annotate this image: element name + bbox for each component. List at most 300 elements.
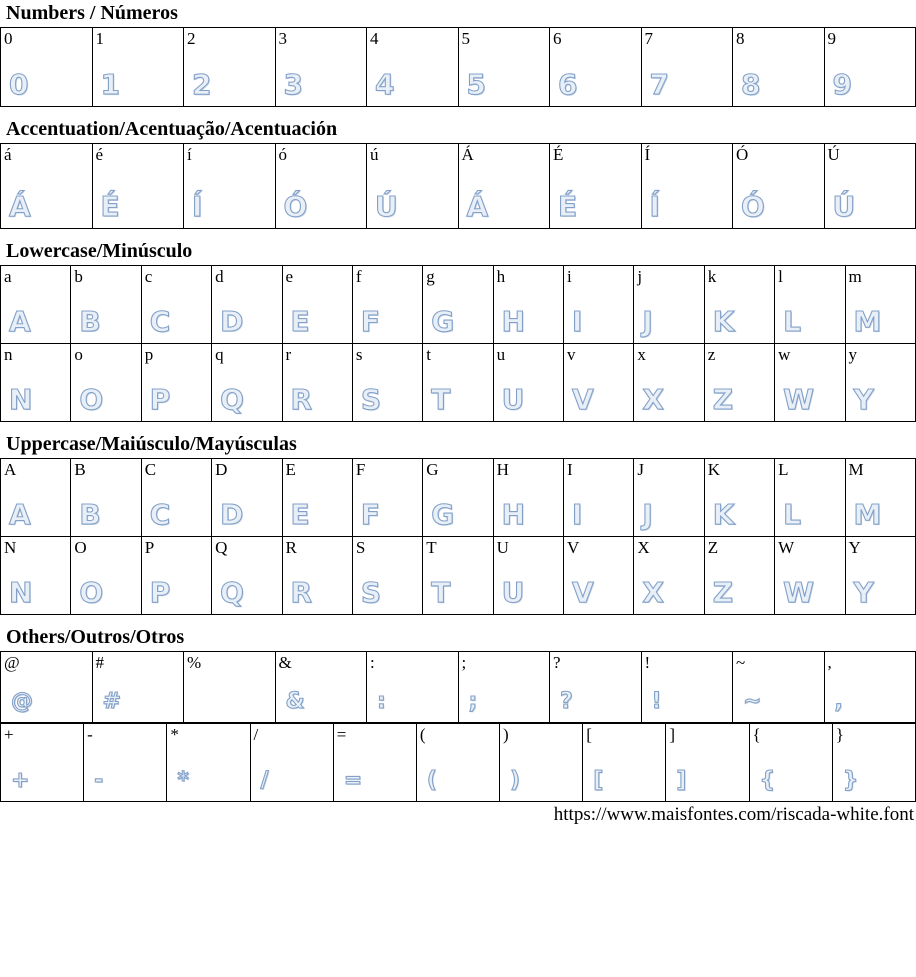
glyph-cell-inner bbox=[1, 537, 70, 614]
char-label: Y bbox=[848, 538, 861, 557]
glyph-cell bbox=[1, 344, 71, 422]
char-label: E bbox=[285, 460, 296, 479]
char-label: D bbox=[215, 460, 228, 479]
font-preview-glyph: P bbox=[149, 576, 172, 609]
font-preview-glyph: O bbox=[79, 383, 105, 416]
font-preview-glyph: Z bbox=[712, 576, 735, 609]
char-label: X bbox=[637, 538, 650, 557]
glyph-cell-inner bbox=[367, 144, 458, 228]
font-preview-glyph: T bbox=[431, 576, 452, 609]
char-label: A bbox=[4, 460, 17, 479]
char-label: I bbox=[567, 460, 573, 479]
glyph-cell-inner bbox=[634, 266, 703, 343]
char-label: ( bbox=[419, 725, 426, 744]
glyph-cell-inner bbox=[642, 144, 733, 228]
glyph-cell bbox=[282, 266, 352, 344]
char-label: 4 bbox=[370, 29, 379, 48]
char-label: h bbox=[496, 267, 506, 286]
font-preview-glyph: T bbox=[431, 383, 452, 416]
glyph-cell-inner bbox=[93, 652, 184, 722]
glyph-cell bbox=[275, 28, 367, 107]
glyph-cell-inner bbox=[1, 266, 70, 343]
glyph-cell bbox=[92, 28, 184, 107]
glyph-cell-inner bbox=[705, 344, 774, 421]
glyph-cell-inner bbox=[71, 537, 140, 614]
char-label: x bbox=[637, 345, 646, 364]
font-preview-glyph: N bbox=[9, 576, 34, 609]
font-preview-glyph: ! bbox=[651, 689, 663, 714]
font-preview-glyph: * bbox=[177, 768, 190, 793]
font-preview-glyph: I bbox=[572, 498, 584, 531]
glyph-cell-inner bbox=[367, 28, 458, 106]
glyph-cell-inner bbox=[417, 724, 499, 801]
font-preview-glyph: 8 bbox=[741, 68, 762, 101]
font-preview-glyph: Z bbox=[712, 383, 735, 416]
glyph-cell bbox=[423, 344, 493, 422]
glyph-cell-inner bbox=[283, 266, 352, 343]
glyph-table bbox=[0, 723, 916, 802]
char-label: ó bbox=[278, 145, 287, 164]
glyph-cell-inner bbox=[705, 266, 774, 343]
glyph-cell-inner bbox=[276, 144, 367, 228]
glyph-cell bbox=[141, 344, 211, 422]
glyph-cell-inner bbox=[167, 724, 249, 801]
glyph-table bbox=[0, 458, 916, 615]
glyph-cell-inner bbox=[642, 28, 733, 106]
font-preview-glyph: I bbox=[572, 305, 584, 338]
font-preview-glyph: J bbox=[642, 305, 654, 338]
glyph-cell bbox=[416, 724, 499, 802]
char-label: / bbox=[253, 725, 259, 744]
glyph-cell-inner bbox=[184, 652, 275, 722]
glyph-cell bbox=[704, 537, 774, 615]
char-label: & bbox=[278, 653, 292, 672]
glyph-cell bbox=[458, 144, 550, 229]
glyph-cell bbox=[275, 144, 367, 229]
font-preview-glyph: É bbox=[558, 190, 579, 223]
glyph-cell-inner bbox=[459, 28, 550, 106]
char-label: Ú bbox=[827, 145, 840, 164]
glyph-cell bbox=[733, 28, 825, 107]
font-preview-glyph: ) bbox=[510, 768, 522, 793]
font-preview-glyph: X bbox=[642, 383, 665, 416]
glyph-cell bbox=[212, 344, 282, 422]
font-preview-glyph: G bbox=[431, 498, 456, 531]
glyph-cell-inner bbox=[550, 28, 641, 106]
glyph-cell-inner bbox=[142, 266, 211, 343]
font-preview-glyph: D bbox=[220, 498, 245, 531]
glyph-cell-inner bbox=[634, 344, 703, 421]
font-preview-glyph: X bbox=[642, 576, 665, 609]
section-uppercase bbox=[0, 433, 916, 615]
font-preview-glyph: A bbox=[9, 305, 32, 338]
table-row bbox=[1, 537, 916, 615]
glyph-cell-inner bbox=[705, 459, 774, 536]
glyph-cell-inner bbox=[1, 28, 92, 106]
font-preview-glyph: Q bbox=[220, 576, 245, 609]
font-preview-glyph: K bbox=[712, 498, 736, 531]
char-label: o bbox=[74, 345, 83, 364]
glyph-cell bbox=[634, 537, 704, 615]
char-label: f bbox=[355, 267, 362, 286]
font-preview-glyph: Ú bbox=[375, 190, 399, 223]
glyph-cell-inner bbox=[705, 537, 774, 614]
font-preview-glyph: : bbox=[377, 689, 387, 714]
glyph-cell-inner bbox=[276, 28, 367, 106]
char-label: c bbox=[144, 267, 153, 286]
char-label: é bbox=[95, 145, 104, 164]
glyph-cell-inner bbox=[423, 344, 492, 421]
glyph-table bbox=[0, 651, 916, 723]
table-row bbox=[1, 459, 916, 537]
glyph-cell bbox=[92, 652, 184, 723]
glyph-cell-inner bbox=[833, 724, 915, 801]
glyph-cell-inner bbox=[93, 28, 184, 106]
char-label: m bbox=[848, 267, 862, 286]
glyph-cell bbox=[704, 459, 774, 537]
glyph-cell bbox=[141, 537, 211, 615]
font-preview-glyph: C bbox=[149, 305, 172, 338]
glyph-cell bbox=[641, 652, 733, 723]
char-label: Í bbox=[644, 145, 651, 164]
glyph-cell-inner bbox=[93, 144, 184, 228]
glyph-cell bbox=[167, 724, 250, 802]
font-preview-glyph: Ó bbox=[283, 190, 309, 223]
char-label: ; bbox=[461, 653, 467, 672]
glyph-cell bbox=[184, 28, 276, 107]
font-preview-glyph: ? bbox=[560, 689, 574, 714]
glyph-cell bbox=[641, 144, 733, 229]
glyph-cell bbox=[250, 724, 333, 802]
glyph-cell bbox=[423, 537, 493, 615]
glyph-cell-inner bbox=[459, 144, 550, 228]
glyph-cell bbox=[1, 459, 71, 537]
char-label: : bbox=[370, 653, 375, 672]
glyph-cell-inner bbox=[71, 459, 140, 536]
glyph-cell-inner bbox=[367, 652, 458, 722]
glyph-cell-inner bbox=[283, 459, 352, 536]
glyph-cell bbox=[845, 344, 916, 422]
char-label: 1 bbox=[95, 29, 104, 48]
char-label: # bbox=[95, 653, 104, 672]
char-label: k bbox=[707, 267, 717, 286]
glyph-cell bbox=[333, 724, 416, 802]
section-title-lowercase: Lowercase/Minúsculo bbox=[6, 240, 193, 262]
glyph-cell bbox=[1, 724, 84, 802]
glyph-cell-inner bbox=[775, 344, 844, 421]
font-preview-glyph: K bbox=[712, 305, 736, 338]
font-preview-glyph: 6 bbox=[558, 68, 579, 101]
glyph-cell bbox=[423, 266, 493, 344]
glyph-cell-inner bbox=[825, 652, 916, 722]
glyph-cell-inner bbox=[423, 537, 492, 614]
char-label: v bbox=[567, 345, 576, 364]
char-label: u bbox=[496, 345, 506, 364]
char-label: 7 bbox=[644, 29, 653, 48]
glyph-cell-inner bbox=[276, 652, 367, 722]
glyph-cell-inner bbox=[564, 266, 633, 343]
font-preview-glyph: = bbox=[343, 768, 364, 793]
char-label: N bbox=[4, 538, 17, 557]
char-label: r bbox=[285, 345, 292, 364]
char-label: 0 bbox=[4, 29, 13, 48]
glyph-cell bbox=[1, 266, 71, 344]
glyph-cell-inner bbox=[184, 28, 275, 106]
char-label: ! bbox=[644, 653, 651, 672]
glyph-cell-inner bbox=[494, 344, 563, 421]
char-label: G bbox=[426, 460, 439, 479]
font-preview-glyph: [ bbox=[593, 768, 605, 793]
glyph-cell-inner bbox=[1, 652, 92, 722]
font-preview-glyph: Í bbox=[649, 190, 661, 223]
glyph-cell-inner bbox=[775, 537, 844, 614]
char-label: t bbox=[426, 345, 431, 364]
glyph-cell bbox=[634, 459, 704, 537]
char-label: ) bbox=[503, 725, 509, 744]
glyph-cell bbox=[141, 459, 211, 537]
glyph-cell-inner bbox=[1, 724, 83, 801]
font-preview-glyph: 2 bbox=[192, 68, 213, 101]
glyph-cell bbox=[500, 724, 583, 802]
char-label: 2 bbox=[187, 29, 196, 48]
font-preview-glyph bbox=[184, 713, 275, 722]
glyph-cell bbox=[775, 266, 845, 344]
font-preview-glyph: W bbox=[783, 576, 816, 609]
glyph-cell bbox=[141, 266, 211, 344]
glyph-cell-inner bbox=[71, 266, 140, 343]
char-label: S bbox=[355, 538, 366, 557]
font-preview-glyph: B bbox=[79, 305, 102, 338]
char-label: % bbox=[187, 653, 202, 672]
glyph-cell bbox=[282, 344, 352, 422]
char-label: @ bbox=[4, 653, 20, 672]
glyph-cell-inner bbox=[212, 344, 281, 421]
glyph-cell-inner bbox=[564, 459, 633, 536]
glyph-cell bbox=[493, 344, 563, 422]
char-label: K bbox=[707, 460, 721, 479]
glyph-cell bbox=[583, 724, 666, 802]
font-preview-glyph: H bbox=[501, 305, 527, 338]
char-label: J bbox=[637, 460, 644, 479]
glyph-cell bbox=[367, 652, 459, 723]
char-label: U bbox=[496, 538, 509, 557]
font-preview-glyph: F bbox=[360, 498, 382, 531]
char-label: T bbox=[426, 538, 437, 557]
char-label: j bbox=[637, 267, 643, 286]
font-preview-glyph: 5 bbox=[466, 68, 487, 101]
glyph-cell bbox=[367, 144, 459, 229]
glyph-cell-inner bbox=[733, 28, 824, 106]
char-label: 9 bbox=[827, 29, 836, 48]
char-label: C bbox=[144, 460, 157, 479]
font-preview-glyph: B bbox=[79, 498, 102, 531]
glyph-cell bbox=[493, 266, 563, 344]
glyph-cell bbox=[704, 266, 774, 344]
font-preview-glyph: ~ bbox=[743, 689, 763, 714]
char-label: Ó bbox=[736, 145, 749, 164]
glyph-table bbox=[0, 27, 916, 107]
font-preview-glyph: 9 bbox=[832, 68, 853, 101]
char-label: g bbox=[426, 267, 435, 286]
char-label: * bbox=[170, 725, 179, 744]
glyph-cell-inner bbox=[666, 724, 748, 801]
font-preview-glyph: E bbox=[290, 498, 311, 531]
font-preview-glyph: , bbox=[834, 689, 844, 714]
glyph-cell-inner bbox=[353, 459, 422, 536]
font-preview-glyph: / bbox=[260, 768, 270, 793]
glyph-cell-inner bbox=[353, 266, 422, 343]
char-label: = bbox=[336, 725, 347, 744]
glyph-cell-inner bbox=[564, 344, 633, 421]
font-preview-glyph: V bbox=[572, 576, 595, 609]
glyph-cell bbox=[704, 344, 774, 422]
font-preview-glyph: - bbox=[94, 768, 105, 793]
char-label: É bbox=[553, 145, 564, 164]
glyph-cell-inner bbox=[494, 266, 563, 343]
section-lowercase bbox=[0, 240, 916, 422]
glyph-cell bbox=[367, 28, 459, 107]
source-url-text: https://www.maisfontes.com/riscada-white.font bbox=[553, 804, 914, 825]
table-row bbox=[1, 266, 916, 344]
glyph-cell-inner bbox=[353, 537, 422, 614]
font-preview-glyph: R bbox=[290, 383, 314, 416]
glyph-cell-inner bbox=[423, 459, 492, 536]
glyph-cell-inner bbox=[550, 652, 641, 722]
glyph-cell-inner bbox=[825, 28, 916, 106]
glyph-cell bbox=[564, 344, 634, 422]
glyph-cell-inner bbox=[550, 144, 641, 228]
glyph-cell bbox=[845, 537, 916, 615]
glyph-cell bbox=[775, 459, 845, 537]
glyph-cell-inner bbox=[634, 537, 703, 614]
font-preview-glyph: Á bbox=[466, 190, 490, 223]
glyph-cell bbox=[71, 459, 141, 537]
glyph-cell-inner bbox=[564, 537, 633, 614]
glyph-cell bbox=[641, 28, 733, 107]
font-preview-glyph: P bbox=[149, 383, 172, 416]
char-label: l bbox=[778, 267, 783, 286]
glyph-cell bbox=[184, 652, 276, 723]
char-label: P bbox=[144, 538, 155, 557]
glyph-cell-inner bbox=[775, 459, 844, 536]
font-preview-glyph: } bbox=[842, 768, 860, 793]
font-preview-glyph: E bbox=[290, 305, 311, 338]
section-title-numbers: Numbers / Números bbox=[6, 2, 178, 24]
glyph-table bbox=[0, 265, 916, 422]
glyph-cell bbox=[733, 144, 825, 229]
font-preview-glyph: O bbox=[79, 576, 105, 609]
font-preview-glyph: 7 bbox=[649, 68, 670, 101]
glyph-cell-inner bbox=[642, 652, 733, 722]
font-preview-glyph: U bbox=[501, 383, 526, 416]
font-preview-glyph: 1 bbox=[100, 68, 121, 101]
glyph-cell bbox=[1, 537, 71, 615]
glyph-cell bbox=[775, 537, 845, 615]
char-label: d bbox=[215, 267, 224, 286]
char-label: - bbox=[87, 725, 93, 744]
glyph-cell bbox=[634, 344, 704, 422]
char-label: F bbox=[355, 460, 366, 479]
char-label: y bbox=[848, 345, 857, 364]
font-preview-glyph: V bbox=[572, 383, 595, 416]
glyph-cell bbox=[458, 28, 550, 107]
font-preview-glyph: Y bbox=[853, 576, 875, 609]
font-preview-glyph: { bbox=[759, 768, 777, 793]
glyph-cell-inner bbox=[500, 724, 582, 801]
char-label: q bbox=[215, 345, 224, 364]
font-preview-glyph: L bbox=[783, 498, 802, 531]
glyph-cell bbox=[564, 459, 634, 537]
glyph-cell bbox=[824, 652, 916, 723]
glyph-table bbox=[0, 143, 916, 229]
glyph-cell bbox=[564, 266, 634, 344]
char-label: w bbox=[778, 345, 791, 364]
char-label: Z bbox=[707, 538, 719, 557]
section-others bbox=[0, 626, 916, 802]
char-label: s bbox=[355, 345, 363, 364]
glyph-cell bbox=[423, 459, 493, 537]
table-row bbox=[1, 724, 916, 802]
section-accentuation bbox=[0, 118, 916, 229]
font-preview-glyph: ] bbox=[676, 768, 688, 793]
glyph-cell-inner bbox=[84, 724, 166, 801]
char-label: { bbox=[752, 725, 761, 744]
glyph-cell-inner bbox=[775, 266, 844, 343]
char-label: e bbox=[285, 267, 294, 286]
char-label: ] bbox=[669, 725, 676, 744]
font-preview-glyph: H bbox=[501, 498, 527, 531]
char-label: á bbox=[4, 145, 12, 164]
glyph-cell bbox=[824, 28, 916, 107]
glyph-cell-inner bbox=[494, 459, 563, 536]
font-preview-glyph: ; bbox=[468, 689, 479, 714]
font-preview-glyph: D bbox=[220, 305, 245, 338]
char-label: 5 bbox=[461, 29, 470, 48]
font-preview-glyph: 3 bbox=[283, 68, 304, 101]
font-preview-glyph: Ó bbox=[741, 190, 766, 223]
glyph-cell-inner bbox=[750, 724, 832, 801]
section-title-accentuation: Accentuation/Acentuação/Acentuación bbox=[6, 118, 338, 140]
font-preview-glyph: & bbox=[285, 689, 306, 714]
font-preview-glyph: C bbox=[149, 498, 172, 531]
font-preview-glyph: + bbox=[11, 768, 31, 793]
glyph-cell-inner bbox=[825, 144, 916, 228]
char-label: Á bbox=[461, 145, 474, 164]
glyph-cell bbox=[212, 459, 282, 537]
char-label: O bbox=[74, 538, 87, 557]
table-row bbox=[1, 344, 916, 422]
glyph-cell bbox=[550, 144, 642, 229]
glyph-cell bbox=[352, 459, 422, 537]
char-label: ~ bbox=[736, 653, 746, 672]
glyph-cell-inner bbox=[334, 724, 416, 801]
glyph-cell-inner bbox=[71, 344, 140, 421]
glyph-cell-inner bbox=[634, 459, 703, 536]
font-preview-glyph: R bbox=[290, 576, 314, 609]
section-numbers bbox=[0, 2, 916, 107]
font-preview-glyph: N bbox=[9, 383, 34, 416]
glyph-cell bbox=[1, 652, 93, 723]
font-preview-glyph: A bbox=[9, 498, 32, 531]
section-title-others: Others/Outros/Otros bbox=[6, 626, 185, 648]
glyph-cell-inner bbox=[142, 459, 211, 536]
char-label: , bbox=[827, 653, 832, 672]
glyph-cell-inner bbox=[459, 652, 550, 722]
char-label: 6 bbox=[553, 29, 562, 48]
font-preview-glyph: F bbox=[360, 305, 382, 338]
font-preview-glyph: L bbox=[783, 305, 802, 338]
glyph-cell bbox=[352, 266, 422, 344]
